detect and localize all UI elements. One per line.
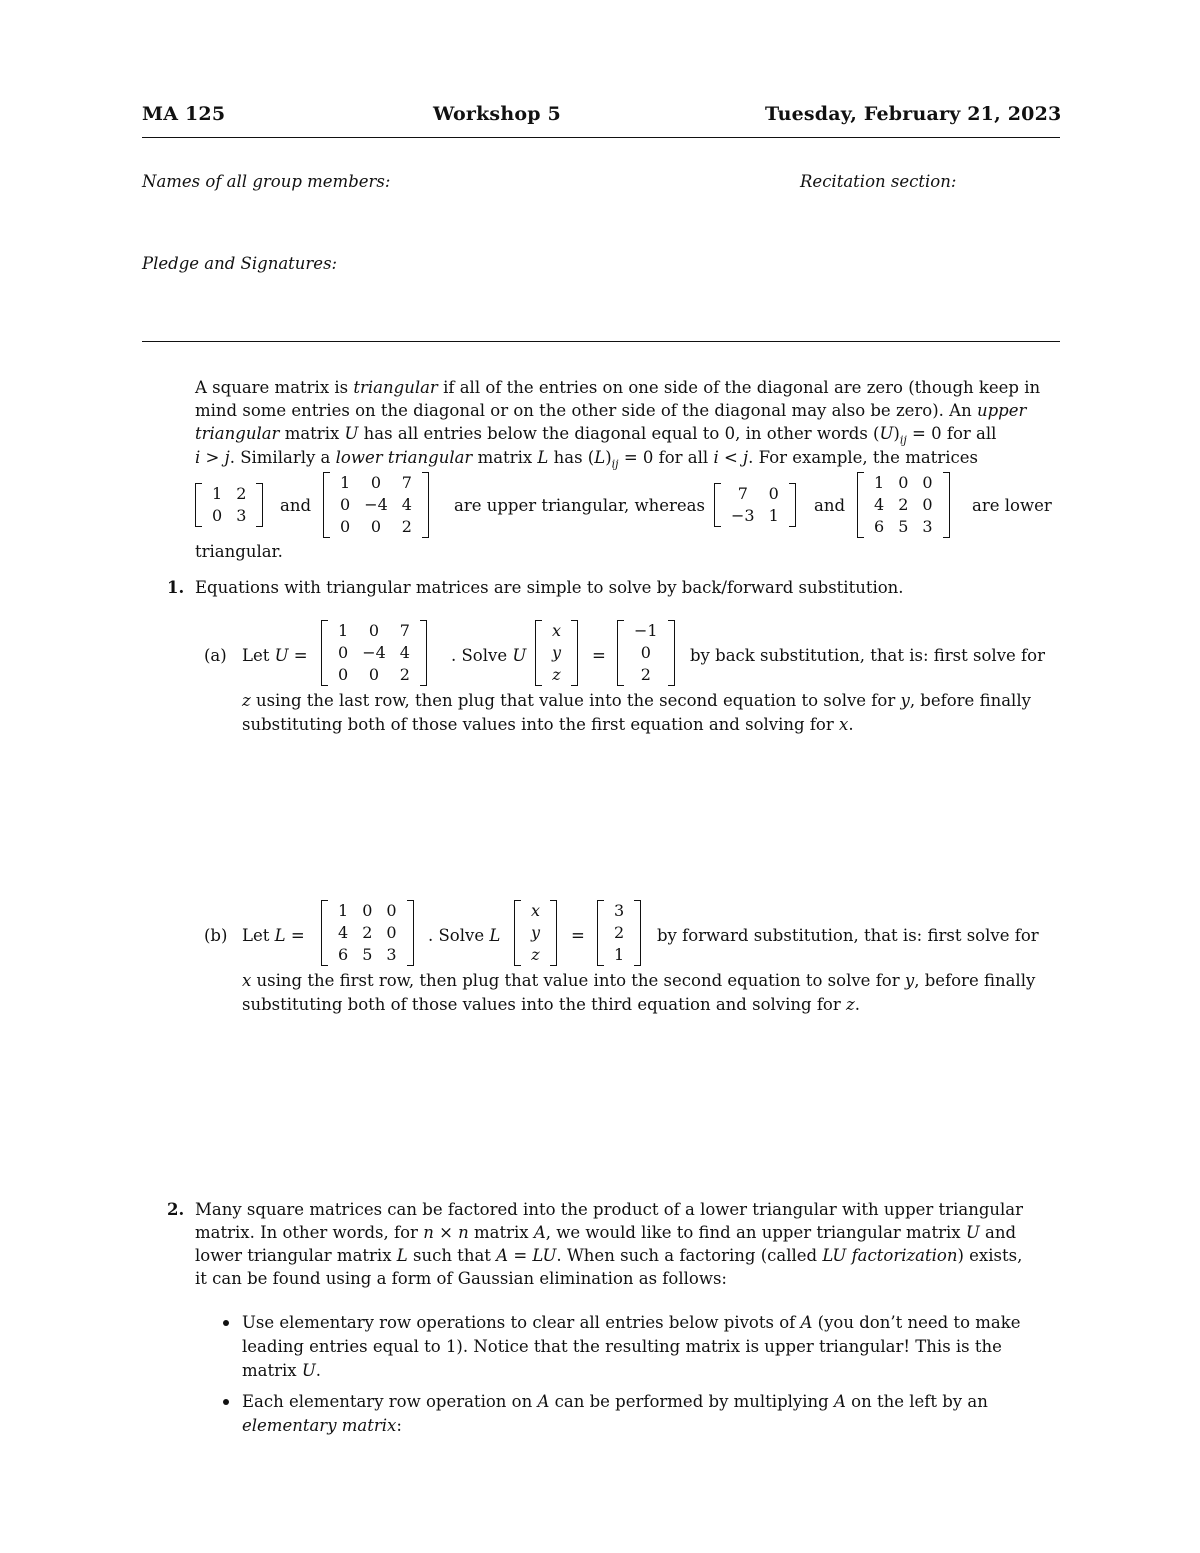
matrix-entry: 7 [401, 473, 412, 492]
question-1-number: 1. [167, 578, 185, 597]
example-matrix-upper-2x2 [195, 483, 263, 527]
matrix-entry: 0 [340, 495, 351, 514]
matrix-entry: 2 [236, 484, 247, 503]
header-rule [142, 137, 1060, 138]
matrix-entry: 0 [922, 495, 933, 514]
left-bracket [535, 620, 542, 686]
part-a-label: (a) [204, 646, 227, 665]
question-2-line-3: lower triangular matrix L such that A = LU. When such a factoring (called LU factorization) exists, [195, 1246, 1023, 1265]
left-bracket [857, 472, 864, 538]
matrix-entry: 4 [399, 643, 410, 662]
matrix-entry: 0 [338, 665, 349, 684]
matrix-entry: 2 [640, 665, 651, 684]
matrix-entry: 0 [640, 643, 651, 662]
right-bracket [943, 472, 950, 538]
bullet-1-line-2: leading entries equal to 1). Notice that the resulting matrix is upper triangular! This is the [242, 1337, 1002, 1356]
part-b-line-3: substituting both of those values into the third equation and solving for z. [242, 995, 860, 1014]
question-2-line-4: it can be found using a form of Gaussian elimination as follows: [195, 1269, 727, 1288]
left-bracket [323, 472, 330, 538]
bullet-1-line-3: matrix U. [242, 1361, 321, 1380]
matrix-entry: z [531, 945, 540, 964]
bullet-icon [223, 1399, 229, 1405]
lower-triangular-text: are lower [972, 496, 1052, 515]
matrix-entry: 2 [362, 923, 373, 942]
part-a-equals: = [592, 646, 606, 665]
matrix-entry: 1 [614, 945, 625, 964]
right-bracket [407, 900, 414, 966]
matrix-entry: x [531, 901, 541, 920]
right-bracket [571, 620, 578, 686]
bullet-icon [223, 1320, 229, 1326]
part-a-solve: . Solve U [451, 646, 527, 665]
left-bracket [714, 483, 721, 527]
matrix-entry: −3 [731, 506, 755, 525]
matrix-entry: −4 [364, 495, 388, 514]
intro-line-4: i > j. Similarly a lower triangular matrix L has $(L)_{ij} = 0$ for all i < j. For example, the matrices [195, 448, 978, 471]
matrix-entry: 0 [338, 643, 349, 662]
form-rule [142, 341, 1060, 342]
part-b-equals: = [571, 926, 585, 945]
matrix-entry: 1 [212, 484, 223, 503]
part-b-label: (b) [204, 926, 228, 945]
part-a-tail: by back substitution, that is: first solve for [690, 646, 1045, 665]
matrix-entry: 0 [386, 901, 397, 920]
matrix-entry: 0 [362, 901, 373, 920]
and-text-2: and [814, 496, 846, 515]
question-2-number: 2. [167, 1200, 185, 1219]
matrix-entry: 1 [340, 473, 351, 492]
and-text-1: and [280, 496, 312, 515]
pledge-signatures-label: Pledge and Signatures: [142, 254, 338, 273]
matrix-entry: 3 [236, 506, 247, 525]
part-a-line-3: substituting both of those values into the first equation and solving for x. [242, 715, 854, 734]
matrix-entry: 0 [922, 473, 933, 492]
intro-line-1: A square matrix is triangular if all of the entries on one side of the diagonal are zero (though keep in [195, 378, 1041, 397]
matrix-entry: 3 [614, 901, 625, 920]
part-a-matrix-u [321, 620, 427, 686]
example-matrix-upper-3x3 [323, 472, 429, 538]
matrix-entry: 0 [340, 517, 351, 536]
matrix-entry: z [552, 665, 561, 684]
left-bracket [195, 483, 202, 527]
part-b-tail: by forward substitution, that is: first solve for [657, 926, 1039, 945]
matrix-entry: 1 [768, 506, 779, 525]
matrix-entry: 0 [368, 621, 380, 640]
matrix-entry: 3 [922, 517, 933, 536]
example-matrix-lower-3x3 [857, 472, 950, 538]
right-bracket [789, 483, 796, 527]
part-b-variable-vector [514, 900, 557, 966]
example-matrix-lower-2x2 [714, 483, 796, 527]
part-a-variable-vector [535, 620, 578, 686]
matrix-entry: 0 [368, 665, 380, 684]
matrix-entry: −4 [362, 643, 386, 662]
matrix-entry: 0 [212, 506, 223, 525]
workshop-date: Tuesday, February 21, 2023 [765, 103, 1062, 125]
right-bracket [422, 472, 429, 538]
question-2-line-1: Many square matrices can be factored into the product of a lower triangular with upper triangular [195, 1200, 1024, 1219]
matrix-entry: 7 [737, 484, 748, 503]
matrix-entry: 0 [370, 473, 382, 492]
part-b-solve: . Solve L [428, 926, 501, 945]
right-bracket [550, 900, 557, 966]
matrix-entry: 1 [338, 901, 349, 920]
left-bracket [321, 900, 328, 966]
bullet-2-line-1: Each elementary row operation on A can be performed by multiplying A on the left by an [242, 1392, 988, 1411]
part-a-rhs-vector [617, 620, 675, 686]
course-code: MA 125 [142, 103, 226, 125]
question-1-text: Equations with triangular matrices are simple to solve by back/forward substitution. [195, 578, 904, 597]
bullet-1-line-1: Use elementary row operations to clear all entries below pivots of A (you don’t need to make [242, 1313, 1021, 1332]
matrix-entry: 2 [401, 517, 412, 536]
workshop-title: Workshop 5 [433, 103, 561, 125]
matrix-entry: 0 [768, 484, 779, 503]
matrix-entry: −1 [634, 621, 658, 640]
left-bracket [597, 900, 604, 966]
matrix-entry: 3 [386, 945, 397, 964]
right-bracket [634, 900, 641, 966]
matrix-entry: 4 [401, 495, 412, 514]
right-bracket [420, 620, 427, 686]
part-b-line-2: x using the first row, then plug that value into the second equation to solve for y, before finally [242, 971, 1036, 990]
matrix-entry: 0 [370, 517, 382, 536]
recitation-section-label: Recitation section: [800, 172, 957, 191]
matrix-entry: x [552, 621, 562, 640]
right-bracket [668, 620, 675, 686]
right-bracket [256, 483, 263, 527]
intro-line-3: triangular matrix U has all entries below the diagonal equal to 0, in other words $(U)_{ij} = 0$ for all [195, 424, 997, 447]
part-a-let: Let U = [242, 646, 308, 665]
matrix-entry: 6 [874, 517, 885, 536]
part-b-let: Let L = [242, 926, 305, 945]
left-bracket [617, 620, 624, 686]
intro-line-6: triangular. [195, 542, 283, 561]
upper-triangular-text: are upper triangular, whereas [454, 496, 705, 515]
matrix-entry: 0 [898, 473, 909, 492]
matrix-entry: 1 [338, 621, 349, 640]
matrix-entry: 5 [898, 517, 909, 536]
matrix-entry: 1 [874, 473, 885, 492]
matrix-entry: 4 [874, 495, 885, 514]
matrix-entry: 5 [362, 945, 373, 964]
matrix-entry: y [531, 923, 541, 942]
matrix-entry: 4 [338, 923, 349, 942]
matrix-entry: 6 [338, 945, 349, 964]
left-bracket [514, 900, 521, 966]
part-b-matrix-l [321, 900, 414, 966]
question-2-line-2: matrix. In other words, for n × n matrix A, we would like to find an upper triangular matrix U and [195, 1223, 1017, 1242]
left-bracket [321, 620, 328, 686]
part-b-rhs-vector [597, 900, 641, 966]
intro-line-2: mind some entries on the diagonal or on the other side of the diagonal may also be zero). An upper [195, 401, 1027, 420]
matrix-entry: 2 [614, 923, 625, 942]
matrix-entry: 2 [399, 665, 410, 684]
part-a-line-2: z using the last row, then plug that value into the second equation to solve for y, before finally [242, 691, 1031, 710]
bullet-2-line-2: elementary matrix: [242, 1416, 402, 1435]
group-members-label: Names of all group members: [142, 172, 391, 191]
matrix-entry: 0 [386, 923, 397, 942]
matrix-entry: y [552, 643, 562, 662]
matrix-entry: 2 [898, 495, 909, 514]
matrix-entry: 7 [399, 621, 410, 640]
